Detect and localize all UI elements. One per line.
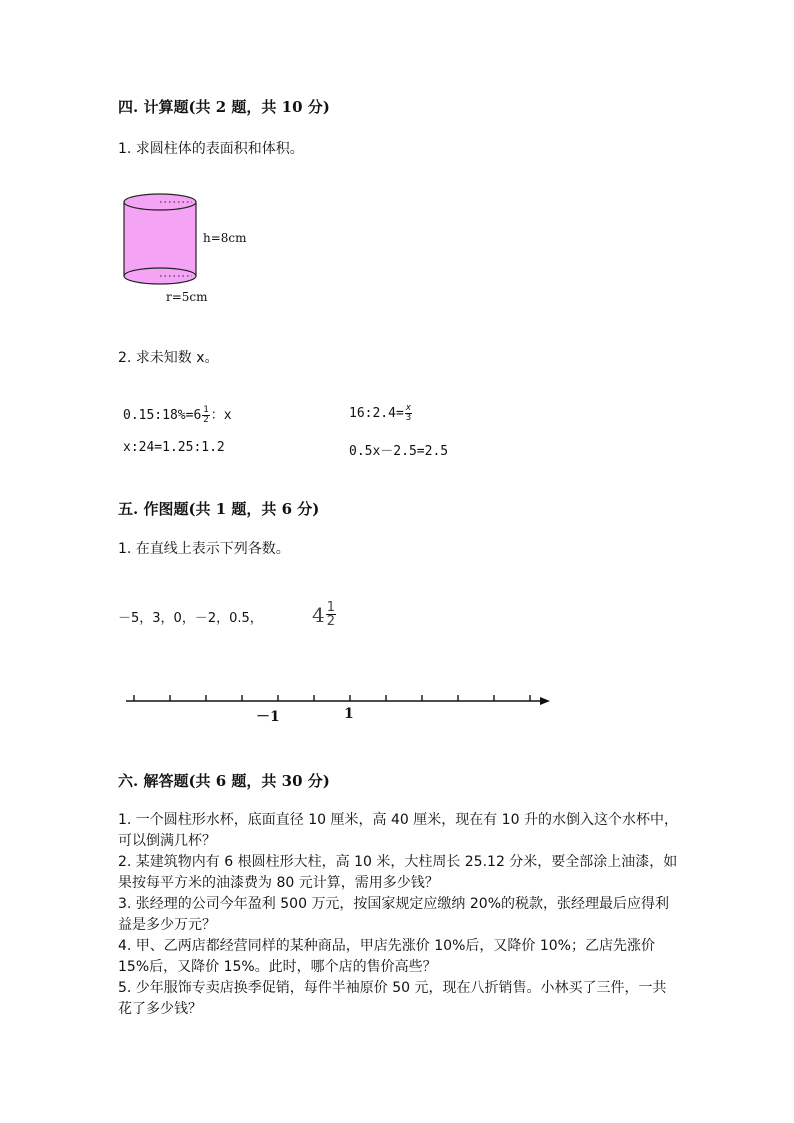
cylinder-body [124, 202, 196, 276]
equation-3: x:24=1.25:1.2 [123, 440, 225, 455]
equation-1: 0.15:18%=6 $\frac{1}{2}$ ：x [123, 405, 232, 425]
number-line[interactable] [120, 690, 560, 714]
question-4-1: 1. 求圆柱体的表面积和体积。 [118, 141, 304, 157]
problem-list [118, 810, 678, 1020]
section-6-title: 六. 解答题(共 6 题，共 30 分) [118, 772, 330, 790]
section-4-title: 四. 计算题(共 2 题，共 10 分) [118, 98, 330, 116]
equation-2: 16:2.4= $\frac{x}{3}$ [349, 403, 412, 423]
equation-4: 0.5x－2.5=2.5 [349, 444, 449, 459]
problem-5: 5. 少年服饰专卖店换季促销，每件半袖原价 50 元，现在八折销售。小林买了三件，一共花了多少钱？ [118, 980, 667, 1017]
problem-4: 4. 甲、乙两店都经营同样的某种商品，甲店先涨价 10%后，又降价 10%；乙店先涨价 15%后，又降价 15%。此时，哪个店的售价高些？ [118, 938, 655, 975]
problem-1: 1. 一个圆柱形水杯，底面直径 10 厘米，高 40 厘米，现在有 10 升的水倒入这个水杯中，可以倒满几杯？ [118, 812, 678, 849]
section-5-title: 五. 作图题(共 1 题，共 6 分) [118, 500, 320, 518]
height-label: h=8cm [203, 231, 247, 245]
radius-label: r=5cm [166, 290, 208, 304]
problem-2: 2. 某建筑物内有 6 根圆柱形大柱，高 10 米，大柱周长 25.12 分米，要全部涂上油漆，如果按每平方米的油漆费为 80 元计算，需用多少钱？ [118, 854, 678, 891]
number-line-label-neg1: －1 [256, 709, 280, 725]
question-5-1: 1. 在直线上表示下列各数。 [118, 541, 290, 557]
fraction: $\frac{1}{2}$ [203, 405, 209, 425]
number-line-label-1: 1 [344, 706, 354, 722]
problem-3: 3. 张经理的公司今年盈利 500 万元，按国家规定应缴纳 20%的税款，张经理最后应得利益是多少万元？ [118, 896, 669, 933]
mixed-number: 4 $\frac{1}{2}$ [312, 600, 336, 629]
number-line-arrow-icon [540, 697, 550, 705]
fraction: $\frac{x}{3}$ [405, 403, 412, 423]
question-4-2: 2. 求未知数 x。 [118, 350, 219, 366]
numbers-list: －5，3，0，－2，0.5， [118, 611, 263, 626]
